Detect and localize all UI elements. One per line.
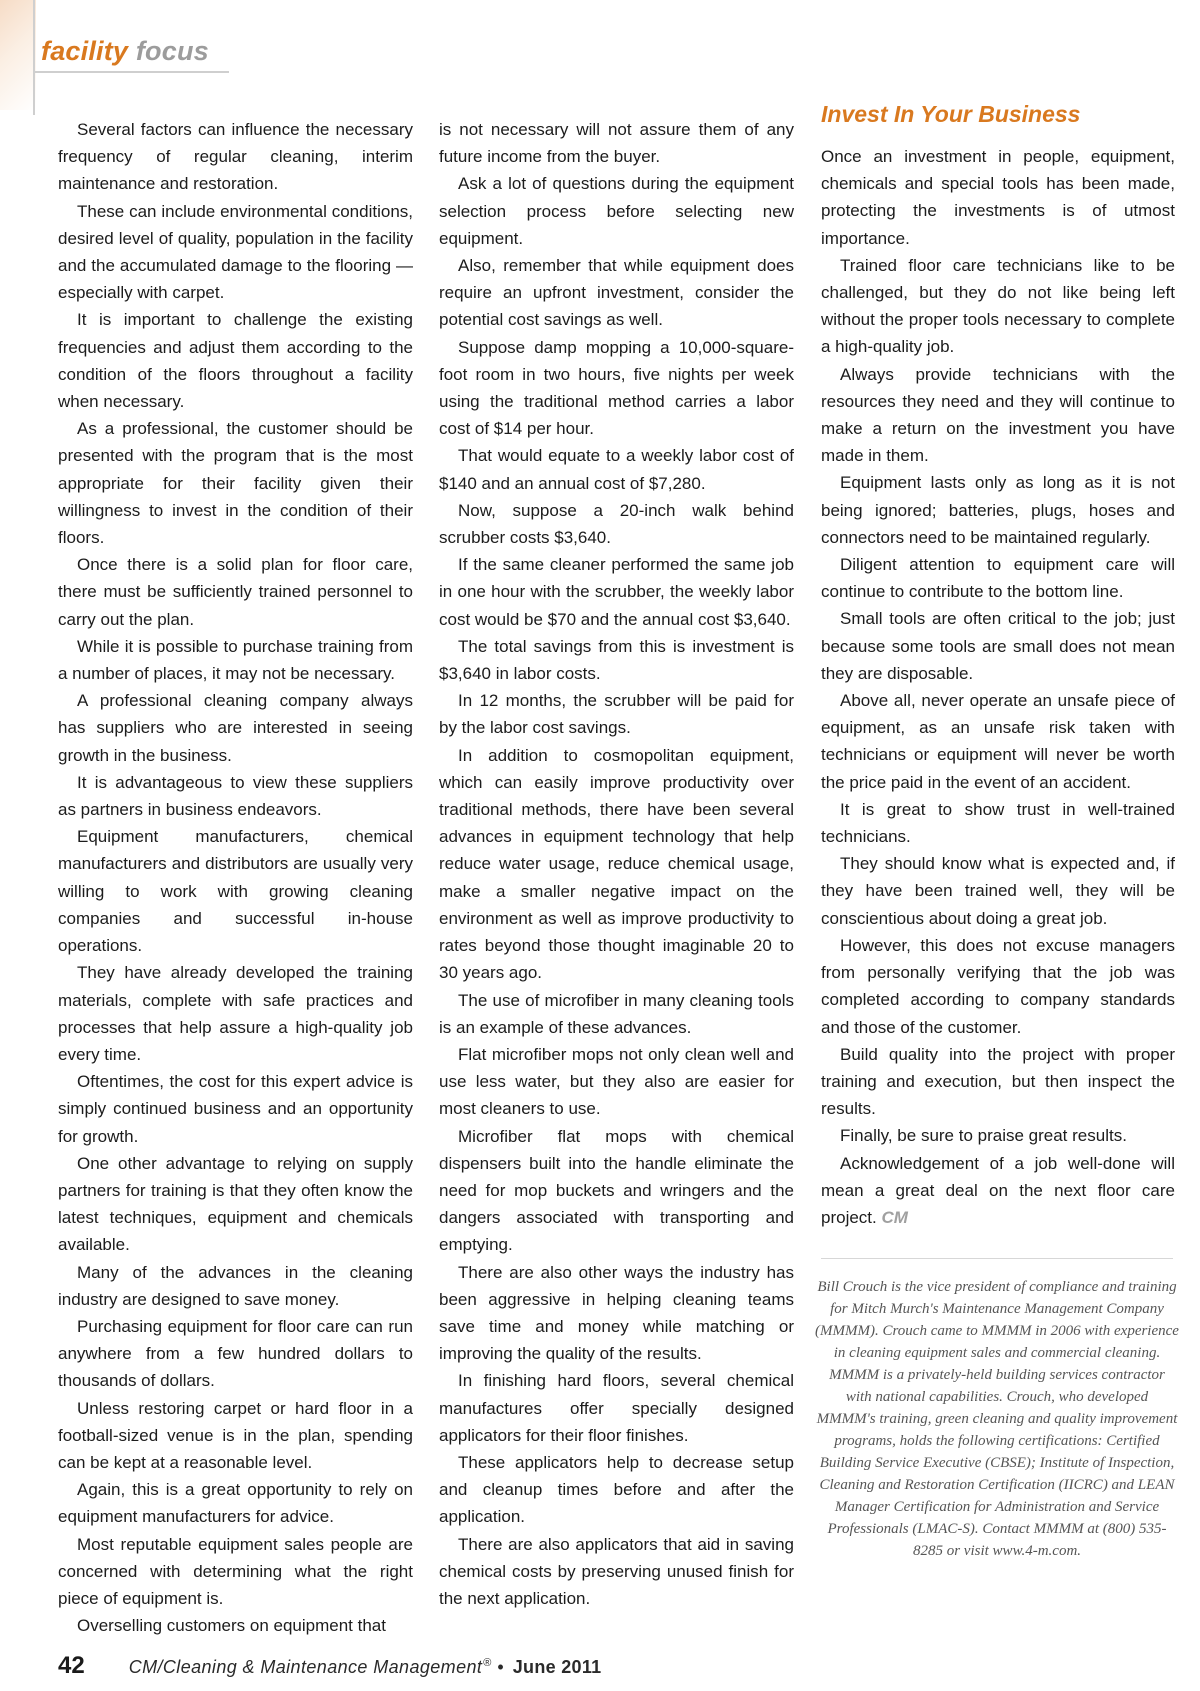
paragraph: These applicators help to decrease setup and cleanup times before and after the application. — [439, 1452, 794, 1527]
bio-divider — [821, 1258, 1173, 1259]
paragraph: Finally, be sure to praise great results. — [840, 1126, 1127, 1146]
paragraph: Purchasing equipment for floor care can run anywhere from a few hundred dollars to thousands of dollars. — [58, 1316, 413, 1391]
paragraph: Suppose damp mopping a 10,000-square-foot room in two hours, five nights per week using the traditional method carries a labor cost of $14 per hour. — [439, 337, 794, 439]
header-horizontal-rule — [33, 71, 229, 73]
footer-bullet: • — [497, 1657, 504, 1677]
paragraph: Overselling customers on equipment that — [77, 1616, 386, 1636]
paragraph: Now, suppose a 20-inch walk behind scrubber costs $3,640. — [439, 500, 794, 548]
end-sign: CM — [881, 1207, 908, 1227]
section-header — [41, 34, 209, 68]
paragraph: However, this does not excuse managers from personally verifying that the job was completed according to company standards and those of the customer. — [821, 935, 1175, 1037]
paragraph: Build quality into the project with proper training and execution, but then inspect the results. — [821, 1044, 1175, 1119]
registered-mark: ® — [483, 1657, 492, 1669]
paragraph: They have already developed the training materials, complete with safe practices and processes that help assure a high-quality job every time. — [58, 963, 413, 1064]
paragraph: Always provide technicians with the resources they need and they will continue to make a return on the investment you have made in them. — [821, 364, 1175, 466]
header-vertical-rule — [33, 0, 35, 115]
paragraph: Also, remember that while equipment does require an upfront investment, consider the potential cost savings as well. — [439, 256, 794, 330]
paragraph: Unless restoring carpet or hard floor in a football-sized venue is in the plan, spending can be kept at a reasonable level. — [58, 1398, 413, 1472]
paragraph: It is important to challenge the existing frequencies and adjust them according to the condition of the floors throughout a facility when necessary. — [58, 310, 413, 412]
issue-date: June 2011 — [512, 1657, 602, 1677]
paragraph: Microfiber flat mops with chemical dispensers built into the handle eliminate the need for mop buckets and wringers and the dangers associated with transporting and emptying. — [439, 1126, 794, 1255]
author-bio: Bill Crouch is the vice president of compliance and training for Mitch Murch's Maintenance Management Company (MMMM). Crouch came to MMMM in 2006 with experience in cleaning equipment sales and commercial cleaning. MMMM is a privately-held building services contractor with national capabilities. Crouch, who developed MMMM's training, green cleaning and quality improvement programs, holds the following certifications: Certified Building Service Executive (CBSE); Institute of Inspection, Cleaning and Restoration Certification (IICRC) and LEAN Manager Certification for Administration and Service Professionals (LMAC-S). Contact MMMM at (800) 535-8285 or visit www.4-m.com. — [815, 1279, 1179, 1559]
section-header-secondary: focus — [135, 36, 209, 66]
paragraph: Small tools are often critical to the job; just because some tools are small does not mean they are disposable. — [821, 609, 1175, 683]
closing-text: Acknowledgement of a job well-done will mean a great deal on the next floor care project. — [821, 1153, 1175, 1227]
paragraph: Equipment manufacturers, chemical manufacturers and distributors are usually very willing to work with growing cleaning companies and successful in-house operations. — [58, 827, 413, 956]
section-header-primary: facility — [41, 36, 129, 66]
paragraph: A professional cleaning company always has suppliers who are interested in seeing growth in the business. — [58, 691, 413, 765]
paragraph: Most reputable equipment sales people are concerned with determining what the right piece of equipment is. — [58, 1534, 413, 1608]
publication-name: CM/Cleaning & Maintenance Management — [128, 1657, 483, 1677]
paragraph: Once there is a solid plan for floor care, there must be sufficiently trained personnel to carry out the plan. — [58, 555, 413, 629]
page-footer — [58, 1650, 1158, 1680]
paragraph: In addition to cosmopolitan equipment, which can easily improve productivity over traditional methods, there have been several advances in equipment technology that help reduce water usage, reduce chemical usage, make a smaller negative impact on the environment as well as improve productivity to rates beyond those thought imaginable 20 to 30 years ago. — [439, 745, 794, 983]
paragraph: is not necessary will not assure them of any future income from the buyer. — [439, 120, 794, 167]
paragraph: The use of microfiber in many cleaning tools is an example of these advances. — [439, 990, 794, 1037]
page-number: 42 — [58, 1652, 85, 1679]
paragraph: Once an investment in people, equipment, chemicals and special tools has been made, protecting the investments is of utmost importance. — [821, 147, 1175, 248]
paragraph: If the same cleaner performed the same job in one hour with the scrubber, the weekly labor cost would be $70 and the annual cost $3,640. — [439, 555, 794, 629]
paragraph: Flat microfiber mops not only clean well and use less water, but they also are easier for most cleaners to use. — [439, 1044, 794, 1119]
paragraph: In finishing hard floors, several chemical manufactures offer specially designed applicators for their floor finishes. — [439, 1371, 794, 1445]
paragraph: That would equate to a weekly labor cost of $140 and an annual cost of $7,280. — [439, 446, 794, 493]
paragraph: Above all, never operate an unsafe piece of equipment, as an unsafe risk taken with technicians or equipment will never be worth the price paid in the event of an accident. — [821, 691, 1175, 792]
paragraph: There are also applicators that aid in saving chemical costs by preserving unused finish for the next application. — [439, 1534, 794, 1608]
paragraph: The total savings from this is investment is $3,640 in labor costs. — [439, 636, 794, 684]
article-column-3 — [821, 143, 1175, 1231]
paragraph: As a professional, the customer should be presented with the program that is the most appropriate for their facility given their willingness to invest in the condition of their floors. — [58, 419, 413, 548]
paragraph: Diligent attention to equipment care will continue to contribute to the bottom line. — [821, 555, 1175, 602]
paragraph: These can include environmental conditions, desired level of quality, population in the facility and the accumulated damage to the flooring — especially with carpet. — [58, 201, 413, 303]
paragraph: Ask a lot of questions during the equipment selection process before selecting new equipment. — [439, 174, 794, 248]
paragraph: Oftentimes, the cost for this expert advice is simply continued business and an opportunity for growth. — [58, 1072, 413, 1146]
corner-decoration — [0, 0, 36, 110]
paragraph: Again, this is a great opportunity to rely on equipment manufacturers for advice. — [58, 1480, 413, 1527]
paragraph: There are also other ways the industry has been aggressive in helping cleaning teams save time and money while matching or improving the quality of the results. — [439, 1262, 794, 1364]
paragraph: Several factors can influence the necessary frequency of regular cleaning, interim maintenance and restoration. — [58, 120, 413, 194]
article-column-1 — [58, 116, 413, 1639]
article-column-2 — [439, 116, 794, 1612]
paragraph: It is great to show trust in well-trained technicians. — [821, 799, 1175, 847]
paragraph: Trained floor care technicians like to be challenged, but they do not like being left without the proper tools necessary to complete a high-quality job. — [821, 255, 1175, 357]
section-heading: Invest In Your Business — [821, 101, 1081, 127]
paragraph — [821, 1150, 1175, 1232]
paragraph: It is advantageous to view these suppliers as partners in business endeavors. — [58, 772, 413, 820]
paragraph: While it is possible to purchase training from a number of places, it may not be necessary. — [58, 636, 413, 684]
paragraph: In 12 months, the scrubber will be paid for by the labor cost savings. — [439, 691, 794, 738]
paragraph: Equipment lasts only as long as it is not being ignored; batteries, plugs, hoses and connectors need to be maintained regularly. — [821, 473, 1175, 547]
paragraph: Many of the advances in the cleaning industry are designed to save money. — [58, 1262, 413, 1309]
paragraph: They should know what is expected and, if they have been trained well, they will be conscientious about doing a great job. — [821, 854, 1175, 928]
paragraph: One other advantage to relying on supply partners for training is that they often know the latest techniques, equipment and chemicals available. — [58, 1153, 413, 1255]
